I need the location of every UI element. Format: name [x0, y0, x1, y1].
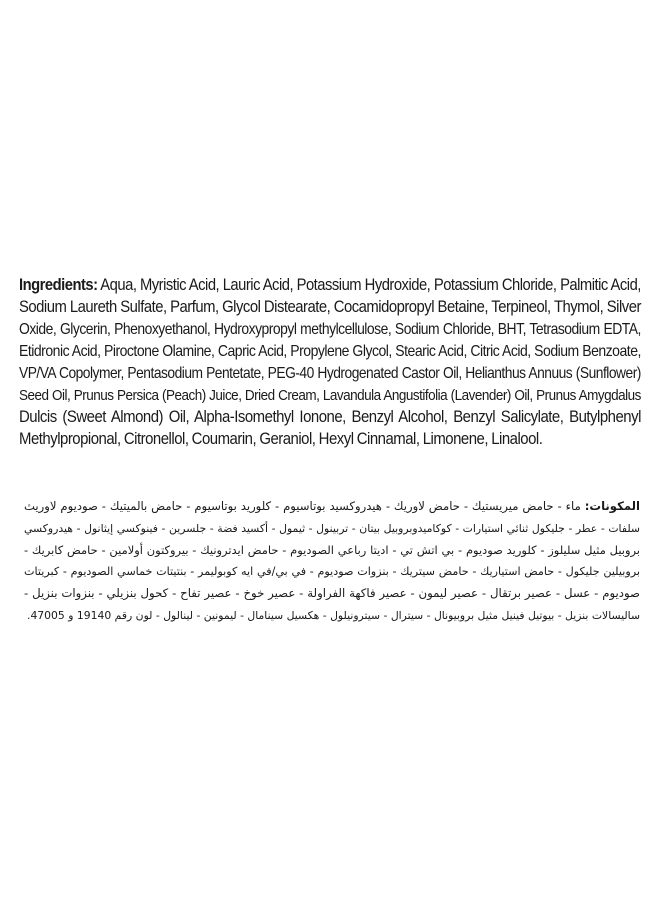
ingredients-line-ar: بروبيلين جليكول - حامض استياريك - حامض سيتريك - بنزوات صوديوم - في بي/في ايه كوبوليمر - بنتيتات خماسي الصوديوم - كبريتات [24, 565, 640, 579]
ingredients-line: Etidronic Acid, Piroctone Olamine, Capric Acid, Propylene Glycol, Stearic Acid, Citric Acid, Sodium Benzoate, [19, 342, 641, 360]
ingredients-line: Dulcis (Sweet Almond) Oil, Alpha-Isomethyl Ionone, Benzyl Alcohol, Benzyl Salicylate, Butylphenyl [19, 407, 641, 427]
ingredients-line-ar: ساليسالات بنزيل - بيوتيل فينيل مثيل بروبيونال - سيترال - سيترونيلول - هكسيل سينامال - ليمونين - لينالول - لون رقم 19140 و 47005. [27, 608, 640, 622]
ingredients-line-ar: بروبيل مثيل سليلوز - كلوريد صوديوم - بي اتش تي - اديتا رباعي الصوديوم - حامض ايدترونيك - بيروكتون أولامين - حامض كابريك - [24, 542, 640, 557]
ingredients-line: Methylpropional, Citronellol, Coumarin, Geraniol, Hexyl Cinnamal, Limonene, Linalool. [19, 429, 543, 449]
ingredients-label-ar: المكونات: [584, 499, 640, 513]
ingredients-line-ar: سلفات - عطر - جليكول ثنائي استيارات - كوكاميدوبروبيل بيتان - تربينول - ثيمول - أكسيد فضة - جلسرين - فينوكسي إيثانول - هيدروكسي [24, 521, 640, 535]
ingredients-arabic [24, 496, 640, 627]
ingredients-english [19, 275, 641, 450]
ingredients-line-ar: المكونات: ماء - حامض ميريستيك - حامض لاوريك - هيدروكسيد بوتاسيوم - كلوريد بوتاسيوم - حامض بالميتيك - صوديوم لاوريث [24, 499, 640, 513]
ingredients-line: VP/VA Copolymer, Pentasodium Pentetate, PEG-40 Hydrogenated Castor Oil, Helianthus Annuus (Sunflower) [19, 364, 641, 382]
ingredients-label: Ingredients: [19, 276, 98, 294]
ingredients-line: Sodium Laureth Sulfate, Parfum, Glycol Distearate, Cocamidopropyl Betaine, Terpineol, Thymol, Silver [19, 297, 641, 316]
ingredients-line: Seed Oil, Prunus Persica (Peach) Juice, Dried Cream, Lavandula Angustifolia (Lavender) Oil, Prunus Amygdalus [19, 386, 641, 404]
ingredients-line: Oxide, Glycerin, Phenoxyethanol, Hydroxypropyl methylcellulose, Sodium Chloride, BHT, Tetrasodium EDTA, [19, 320, 641, 338]
ingredients-line: Ingredients: Aqua, Myristic Acid, Lauric Acid, Potassium Hydroxide, Potassium Chloride, Palmitic Acid, [19, 276, 641, 294]
ingredients-line-ar: صوديوم - عسل - عصير برتقال - عصير ليمون - عصير فاكهة الفراولة - عصير خوخ - عصير تفاح - كحول بنزيلي - بنزوات بنزيل - [24, 586, 640, 601]
